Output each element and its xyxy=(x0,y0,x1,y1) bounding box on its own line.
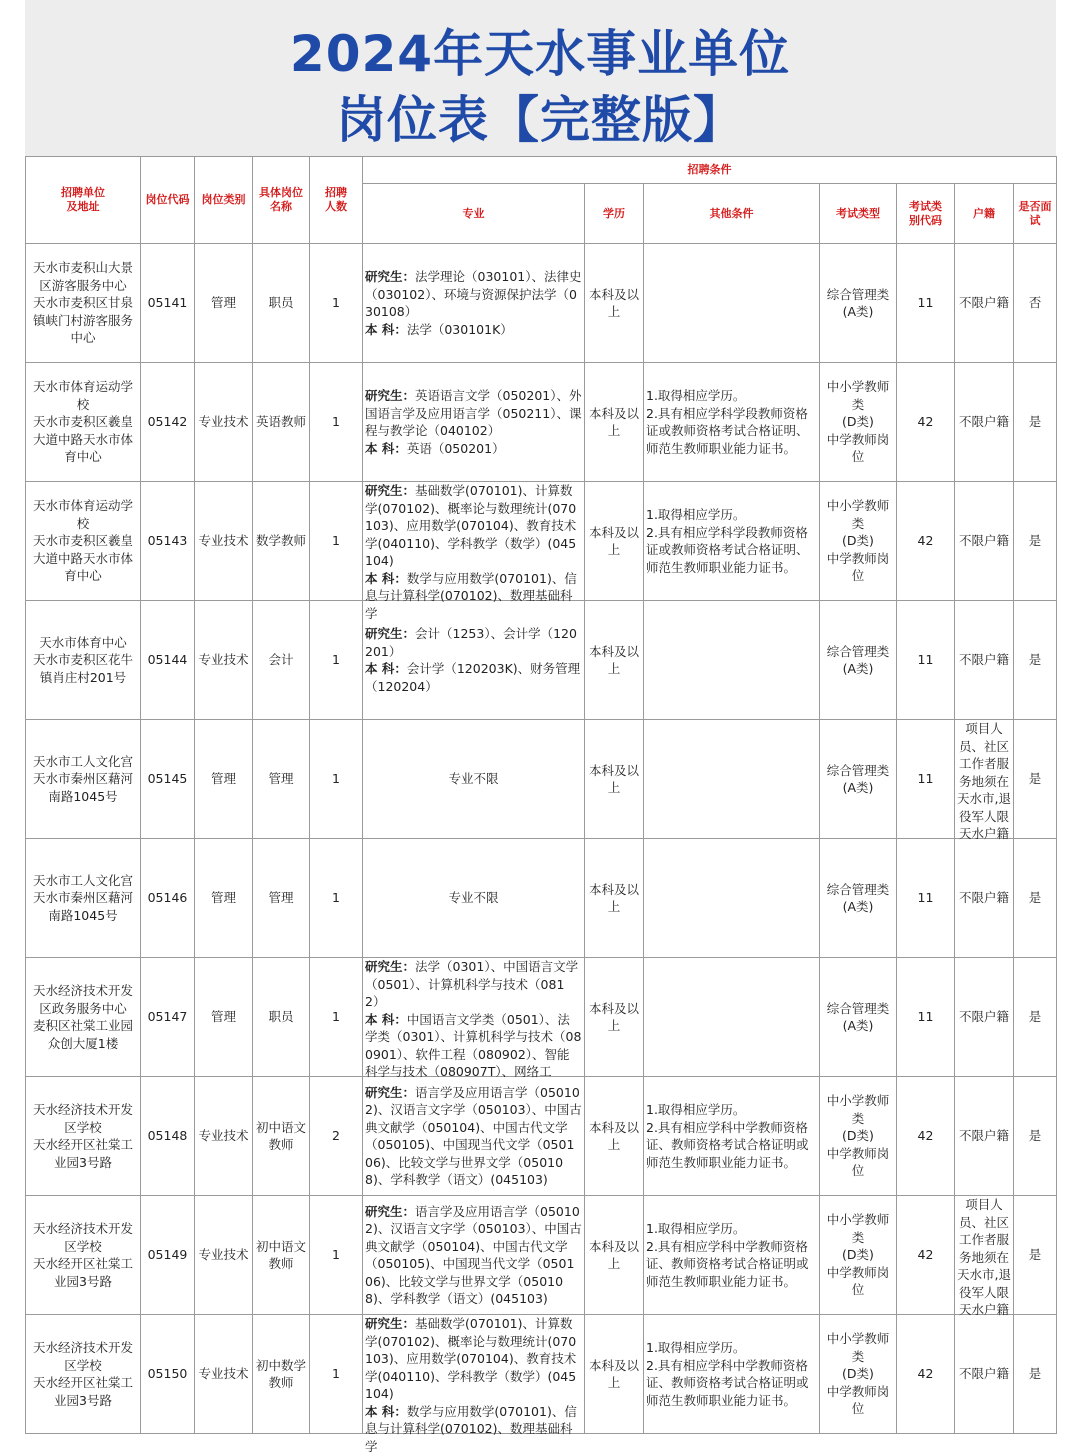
exam-cell: 中小学教师类 (D类) 中学教师岗位 xyxy=(826,498,890,584)
post-cell: 管理 xyxy=(268,890,294,906)
exam-code-cell: 11 xyxy=(917,295,934,311)
unit-cell: 天水市体育中心 天水市麦积区花牛镇肖庄村201号 xyxy=(32,634,133,685)
page-title-line2: 岗位表【完整版】 xyxy=(336,91,744,149)
major-grad: 法学理论（030101）、法律史（030102）、环境与资源保护法学（030108） xyxy=(365,269,582,319)
hukou-cell: 项目人员、社区工作者服务地须在天水市,退役军人限天水户籍 xyxy=(957,721,1011,841)
count-cell: 1 xyxy=(332,533,340,549)
major-cell xyxy=(365,1084,582,1189)
exam-cell: 综合管理类 (A类) xyxy=(826,1000,890,1033)
category-cell: 管理 xyxy=(210,890,236,906)
unit-cell: 天水经济技术开发区学校 天水经开区社棠工业园3号路 xyxy=(32,1102,133,1170)
edu-cell: 本科及以上 xyxy=(588,881,639,914)
major-ug: 数学与应用数学(070101)、信息与计算科学(070102)、数理基础科学 xyxy=(365,1403,577,1454)
header-edu: 学历 xyxy=(585,184,644,244)
major-grad-label: 研究生： xyxy=(365,483,416,498)
code-cell: 05142 xyxy=(147,414,188,430)
major-plain: 专业不限 xyxy=(448,890,499,906)
hukou-cell: 不限户籍 xyxy=(958,890,1009,906)
major-cell xyxy=(365,958,582,1079)
major-cell xyxy=(365,889,582,907)
category-cell: 专业技术 xyxy=(198,414,249,430)
unit-cell: 天水市体育运动学校 天水市麦积区羲皇大道中路天水市体育中心 xyxy=(32,498,133,584)
major-cell xyxy=(365,1203,582,1308)
major-grad-label: 研究生： xyxy=(365,388,416,403)
hukou-cell: 项目人员、社区工作者服务地须在天水市,退役军人限天水户籍 xyxy=(957,1197,1011,1317)
major-ug: 数学与应用数学(070101)、信息与计算科学(070102)、数理基础科学 xyxy=(365,570,577,621)
interview-cell: 是 xyxy=(1028,1247,1042,1263)
header-exam-code: 考试类 别代码 xyxy=(897,184,955,244)
count-cell: 1 xyxy=(332,1366,340,1382)
edu-cell: 本科及以上 xyxy=(588,1000,639,1033)
other-cell: 1.取得相应学历。 2.具有相应学科学段教师资格证或教师资格考试合格证明、师范生教师职业能力证书。 xyxy=(646,388,809,456)
major-cell xyxy=(365,1315,582,1454)
interview-cell: 是 xyxy=(1028,414,1042,430)
table-row xyxy=(26,363,1057,482)
exam-code-cell: 42 xyxy=(917,414,934,430)
post-cell: 初中语文教师 xyxy=(255,1119,306,1152)
table-row xyxy=(26,482,1057,601)
table-row xyxy=(26,601,1057,720)
interview-cell: 是 xyxy=(1028,533,1042,549)
edu-cell: 本科及以上 xyxy=(588,524,639,557)
header-interview: 是否面 试 xyxy=(1014,184,1057,244)
major-grad: 语言学及应用语言学（050102)、汉语言文字学（050103）、中国古典文献学（050104)、中国古代文学（050105)、中国现当代文学（050106)、比较文学与世界文学（050108)、学科教学（语文）(045103) xyxy=(365,1203,582,1306)
major-grad: 基础数学(070101)、计算数学(070102)、概率论与数理统计(070103)、应用数学(070104)、教育技术学(040110)、学科教学（数学）(045104) xyxy=(365,483,577,568)
edu-cell: 本科及以上 xyxy=(588,1238,639,1271)
code-cell: 05144 xyxy=(147,652,188,668)
major-grad-label: 研究生： xyxy=(365,1084,416,1100)
header-exam: 考试类型 xyxy=(820,184,897,244)
category-cell: 专业技术 xyxy=(198,1128,249,1144)
hukou-cell: 不限户籍 xyxy=(958,1009,1009,1025)
header-hukou: 户籍 xyxy=(955,184,1014,244)
code-cell: 05150 xyxy=(147,1366,188,1382)
unit-cell: 天水经济技术开发区学校 天水经开区社棠工业园3号路 xyxy=(32,1221,133,1289)
exam-cell: 中小学教师类 (D类) 中学教师岗位 xyxy=(826,1331,890,1417)
major-cell xyxy=(365,482,582,621)
major-cell xyxy=(365,625,582,695)
code-cell: 05148 xyxy=(147,1128,188,1144)
count-cell: 1 xyxy=(332,1009,340,1025)
edu-cell: 本科及以上 xyxy=(588,405,639,438)
hukou-cell: 不限户籍 xyxy=(958,414,1009,430)
count-cell: 1 xyxy=(332,1247,340,1263)
hukou-cell: 不限户籍 xyxy=(958,1128,1009,1144)
exam-code-cell: 11 xyxy=(917,1009,934,1025)
post-cell: 英语教师 xyxy=(255,414,306,430)
header-post: 具体岗位 名称 xyxy=(253,157,310,244)
other-cell: 1.取得相应学历。 2.具有相应学科中学教师资格证、教师资格考试合格证明或师范生教师职业能力证书。 xyxy=(646,1102,809,1170)
edu-cell: 本科及以上 xyxy=(588,1119,639,1152)
exam-cell: 综合管理类 (A类) xyxy=(826,881,890,914)
page-title-line1: 2024年天水事业单位 xyxy=(289,25,791,83)
edu-cell: 本科及以上 xyxy=(588,286,639,319)
category-cell: 管理 xyxy=(210,1009,236,1025)
table-row xyxy=(26,1077,1057,1196)
post-cell: 管理 xyxy=(268,771,294,787)
interview-cell: 是 xyxy=(1028,1366,1042,1382)
major-ug-label: 本 科： xyxy=(365,321,407,337)
exam-code-cell: 42 xyxy=(917,1366,934,1382)
table-row xyxy=(26,720,1057,839)
interview-cell: 是 xyxy=(1028,652,1042,668)
major-ug: 法学（030101K） xyxy=(406,321,513,337)
post-cell: 职员 xyxy=(268,1009,294,1025)
header-major: 专业 xyxy=(363,184,585,244)
post-cell: 初中语文教师 xyxy=(255,1238,306,1271)
category-cell: 专业技术 xyxy=(198,1366,249,1382)
exam-code-cell: 11 xyxy=(917,652,934,668)
unit-cell: 天水市麦积山大景区游客服务中心 天水市麦积区甘泉镇峡门村游客服务中心 xyxy=(32,260,133,346)
edu-cell: 本科及以上 xyxy=(588,1357,639,1390)
table-row xyxy=(26,958,1057,1077)
count-cell: 1 xyxy=(332,652,340,668)
major-ug-label: 本 科： xyxy=(365,661,407,676)
count-cell: 1 xyxy=(332,890,340,906)
major-grad: 英语语言文学（050201）、外国语言学及应用语言学（050211）、课程与教学论（040102） xyxy=(365,388,582,438)
major-ug-label: 本 科： xyxy=(365,440,407,456)
other-cell: 1.取得相应学历。 2.具有相应学科学段教师资格证或教师资格考试合格证明、师范生教师职业能力证书。 xyxy=(646,507,809,575)
unit-cell: 天水市工人文化宫 天水市秦州区藉河南路1045号 xyxy=(32,872,133,923)
unit-cell: 天水经济技术开发区政务服务中心 麦积区社棠工业园众创大厦1楼 xyxy=(32,983,133,1051)
post-cell: 职员 xyxy=(268,295,294,311)
edu-cell: 本科及以上 xyxy=(588,762,639,795)
header-conditions: 招聘条件 xyxy=(363,157,1057,184)
category-cell: 专业技术 xyxy=(198,652,249,668)
unit-cell: 天水市体育运动学校 天水市麦积区羲皇大道中路天水市体育中心 xyxy=(32,379,133,465)
hukou-cell: 不限户籍 xyxy=(958,1366,1009,1382)
major-grad-label: 研究生： xyxy=(365,959,416,974)
major-grad: 会计（1253）、会计学（120201） xyxy=(365,626,577,659)
code-cell: 05141 xyxy=(147,295,188,311)
major-grad: 语言学及应用语言学（050102)、汉语言文字学（050103）、中国古典文献学（050104)、中国古代文学（050105)、中国现当代文学（050106)、比较文学与世界文学（050108)、学科教学（语文）(045103) xyxy=(365,1084,582,1187)
major-ug-label: 本 科： xyxy=(365,570,407,586)
exam-cell: 中小学教师类 (D类) 中学教师岗位 xyxy=(826,1212,890,1298)
exam-cell: 综合管理类 (A类) xyxy=(826,643,890,676)
other-cell: 1.取得相应学历。 2.具有相应学科中学教师资格证、教师资格考试合格证明或师范生教师职业能力证书。 xyxy=(646,1221,809,1289)
major-ug: 会计学（120203K)、财务管理（120204） xyxy=(365,661,581,694)
major-cell xyxy=(365,770,582,788)
edu-cell: 本科及以上 xyxy=(588,643,639,676)
interview-cell: 是 xyxy=(1028,890,1042,906)
table-row xyxy=(26,839,1057,958)
exam-code-cell: 11 xyxy=(917,890,934,906)
table-row xyxy=(26,1196,1057,1315)
code-cell: 05147 xyxy=(147,1009,188,1025)
major-grad: 基础数学(070101)、计算数学(070102)、概率论与数理统计(070103)、应用数学(070104)、教育技术学(040110)、学科教学（数学）(045104) xyxy=(365,1316,577,1401)
code-cell: 05145 xyxy=(147,771,188,787)
hukou-cell: 不限户籍 xyxy=(958,533,1009,549)
header-category: 岗位类别 xyxy=(195,157,253,244)
category-cell: 专业技术 xyxy=(198,1247,249,1263)
major-grad-label: 研究生： xyxy=(365,269,416,284)
major-plain: 专业不限 xyxy=(448,771,499,787)
header-other: 其他条件 xyxy=(644,184,820,244)
header-unit: 招聘单位 及地址 xyxy=(26,157,141,244)
major-ug: 中国语言文学类（0501）、法学类（0301）、计算机科学与技术（080901）、软件工程（080902）、智能科学与技术（080907T）、网络工 xyxy=(365,1011,582,1079)
interview-cell: 是 xyxy=(1028,1009,1042,1025)
unit-cell: 天水市工人文化宫 天水市秦州区藉河南路1045号 xyxy=(32,753,133,804)
exam-code-cell: 42 xyxy=(917,1128,934,1144)
major-grad-label: 研究生： xyxy=(365,1203,416,1219)
interview-cell: 否 xyxy=(1028,295,1042,311)
header-count: 招聘 人数 xyxy=(310,157,363,244)
hukou-cell: 不限户籍 xyxy=(958,652,1009,668)
table-row xyxy=(26,244,1057,363)
count-cell: 1 xyxy=(332,414,340,430)
exam-cell: 综合管理类 (A类) xyxy=(826,762,890,795)
code-cell: 05143 xyxy=(147,533,188,549)
major-grad-label: 研究生： xyxy=(365,1316,416,1331)
post-cell: 数学教师 xyxy=(255,533,306,549)
category-cell: 管理 xyxy=(210,295,236,311)
code-cell: 05149 xyxy=(147,1247,188,1263)
major-ug: 英语（050201） xyxy=(406,440,505,456)
major-ug-label: 本 科： xyxy=(365,1403,407,1419)
interview-cell: 是 xyxy=(1028,1128,1042,1144)
major-ug-label: 本 科： xyxy=(365,1011,407,1027)
post-cell: 初中数学教师 xyxy=(255,1357,306,1390)
exam-cell: 中小学教师类 (D类) 中学教师岗位 xyxy=(826,1093,890,1179)
exam-code-cell: 42 xyxy=(917,533,934,549)
major-cell xyxy=(365,268,582,338)
unit-cell: 天水经济技术开发区学校 天水经开区社棠工业园3号路 xyxy=(32,1340,133,1408)
exam-cell: 综合管理类 (A类) xyxy=(826,286,890,319)
major-grad: 法学（0301）、中国语言文学（0501）、计算机科学与技术（0812） xyxy=(365,959,579,1009)
count-cell: 2 xyxy=(332,1128,340,1144)
category-cell: 管理 xyxy=(210,771,236,787)
job-table xyxy=(25,156,1057,1454)
count-cell: 1 xyxy=(332,295,340,311)
header-code: 岗位代码 xyxy=(141,157,195,244)
exam-code-cell: 11 xyxy=(917,771,934,787)
major-cell xyxy=(365,387,582,457)
exam-code-cell: 42 xyxy=(917,1247,934,1263)
major-grad-label: 研究生： xyxy=(365,626,416,641)
code-cell: 05146 xyxy=(147,890,188,906)
other-cell: 1.取得相应学历。 2.具有相应学科中学教师资格证、教师资格考试合格证明或师范生教师职业能力证书。 xyxy=(646,1340,809,1408)
post-cell: 会计 xyxy=(268,652,294,668)
interview-cell: 是 xyxy=(1028,771,1042,787)
category-cell: 专业技术 xyxy=(198,533,249,549)
exam-cell: 中小学教师类 (D类) 中学教师岗位 xyxy=(826,379,890,465)
count-cell: 1 xyxy=(332,771,340,787)
table-row xyxy=(26,1315,1057,1434)
hukou-cell: 不限户籍 xyxy=(958,295,1009,311)
